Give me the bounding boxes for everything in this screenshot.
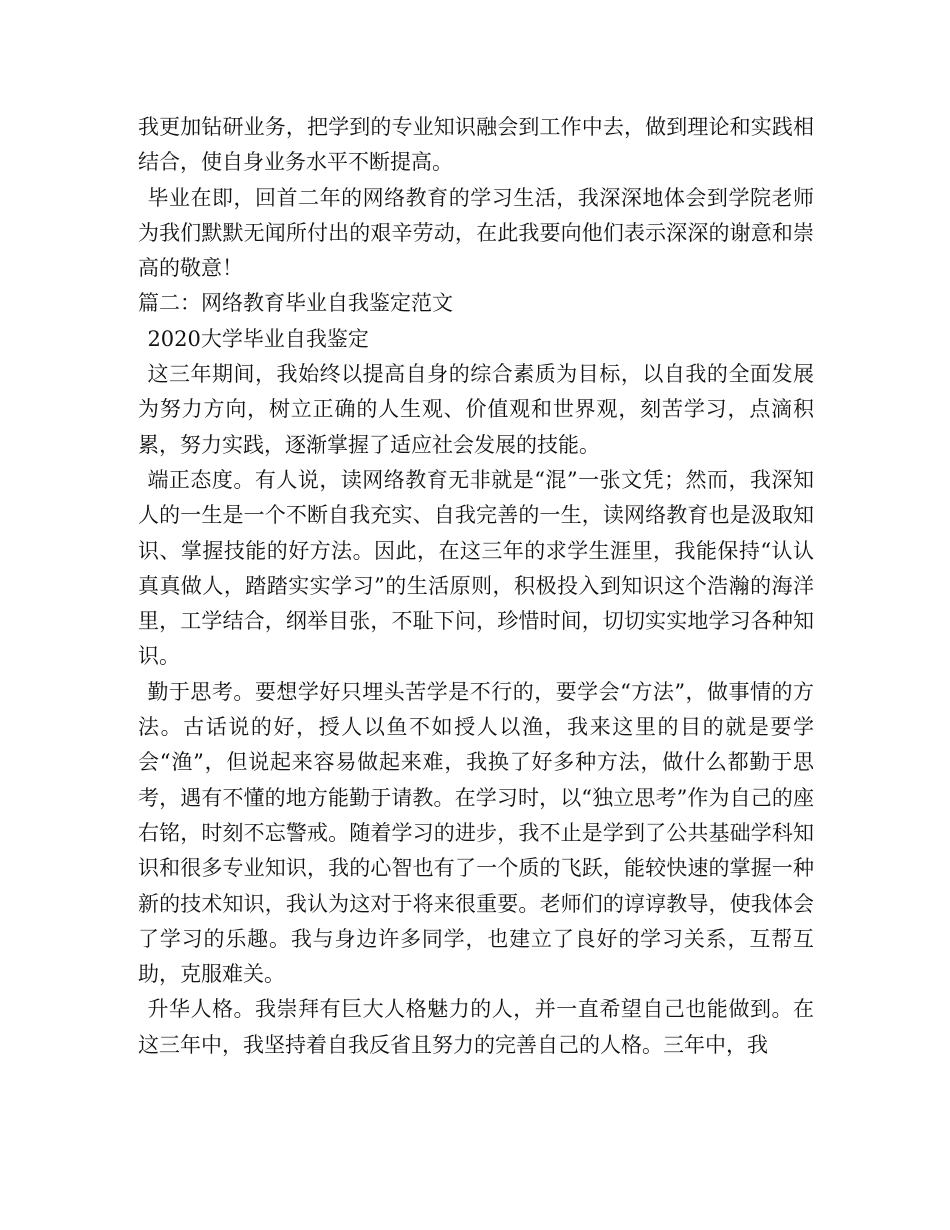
paragraph-overview: 这三年期间，我始终以提高自身的综合素质为目标，以自我的全面发展为努力方向，树立正确的人生观、价值观和世界观，刻苦学习，点滴积累，努力实践，逐渐掌握了适应社会发展的技能。 [138, 362, 814, 457]
section-subheading: 2020大学毕业自我鉴定 [147, 326, 369, 351]
paragraph-personality: 升华人格。我崇拜有巨大人格魅力的人，并一直希望自己也能做到。在这三年中，我坚持着自我反省且努力的完善自己的人格。三年中，我 [138, 997, 814, 1057]
section-heading: 篇二：网络教育毕业自我鉴定范文 [138, 291, 453, 316]
paragraph-graduation-thanks: 毕业在即，回首二年的网络教育的学习生活，我深深地体会到学院老师为我们默默无闻所付出的艰辛劳动，在此我要向他们表示深深的谢意和崇高的敬意！ [138, 185, 814, 281]
document-body [138, 110, 814, 1063]
paragraph-attitude: 端正态度。有人说，读网络教育无非就是“混”一张文凭；然而，我深知人的一生是一个不断自我充实、自我完善的一生，读网络教育也是汲取知识、掌握技能的好方法。因此，在这三年的求学生涯里，我能保持“认认真真做人，踏踏实实学习”的生活原则，积极投入到知识这个浩瀚的海洋里，工学结合，纲举目张，不耻下问，珍惜时间，切切实实地学习各种知识。 [138, 467, 814, 669]
paragraph-thinking: 勤于思考。要想学好只埋头苦学是不行的，要学会“方法”，做事情的方法。古话说的好，授人以鱼不如授人以渔，我来这里的目的就是要学会“渔”，但说起来容易做起来难，我换了好多种方法，做什么都勤于思考，遇有不懂的地方能勤于请教。在学习时，以“独立思考”作为自己的座右铭，时刻不忘警戒。随着学习的进步，我不止是学到了公共基础学科知识和很多专业知识，我的心智也有了一个质的飞跃，能较快速的掌握一种新的技术知识，我认为这对于将来很重要。老师们的谆谆教导，使我体会了学习的乐趣。我与身边许多同学，也建立了良好的学习关系，互帮互助，克服难关。 [138, 679, 814, 987]
paragraph-continuation: 我更加钻研业务，把学到的专业知识融会到工作中去，做到理论和实践相结合，使自身业务水平不断提高。 [138, 115, 814, 175]
